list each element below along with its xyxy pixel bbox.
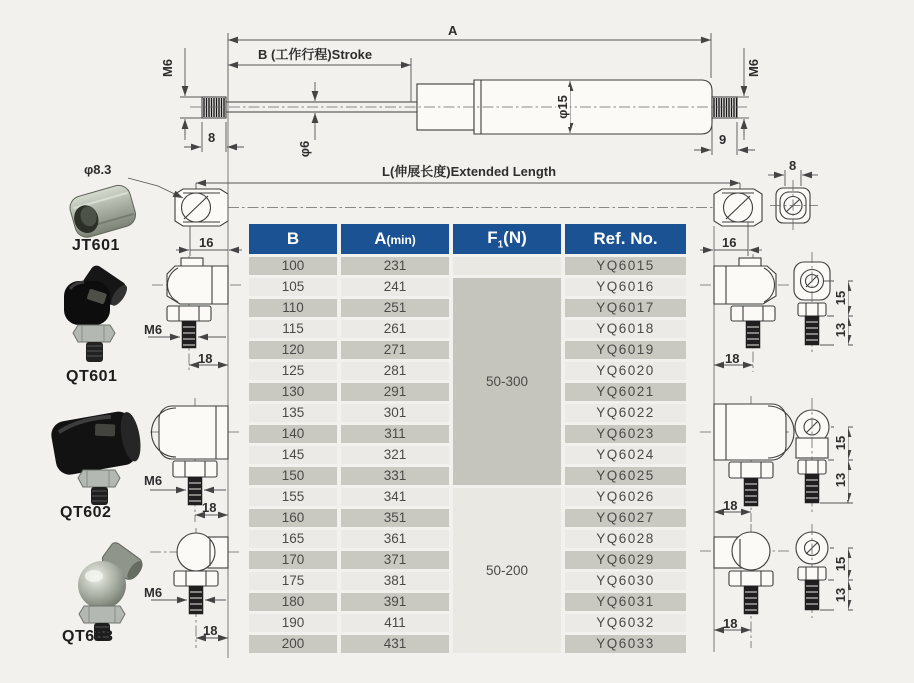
dim-15-r2: 15 xyxy=(834,423,848,463)
dim-phi83-label: φ8.3 xyxy=(84,162,112,177)
photo-qt602 xyxy=(49,409,144,505)
cell-ref-no: YQ6031 xyxy=(565,593,686,611)
dim-phi6-label: φ6 xyxy=(298,129,312,169)
cell-ref-no: YQ6021 xyxy=(565,383,686,401)
dim-extended-length-label: L(伸展长度)Extended Length xyxy=(382,164,557,179)
dim-18-left1: 18 xyxy=(198,351,213,366)
dim-m6-qt601: M6 xyxy=(144,322,163,337)
cell-a-min: 361 xyxy=(341,530,449,548)
cell-ref-no: YQ6024 xyxy=(565,446,686,464)
cell-b: 150 xyxy=(249,467,337,485)
cell-ref-no: YQ6018 xyxy=(565,320,686,338)
cell-b: 165 xyxy=(249,530,337,548)
spec-table xyxy=(245,221,690,656)
dim-18-right1: 18 xyxy=(725,351,740,366)
dim-8-endview-label: 8 xyxy=(789,158,797,173)
dim-13-r2: 13 xyxy=(834,460,848,500)
cell-b: 200 xyxy=(249,635,337,653)
thread-left xyxy=(202,97,226,118)
dim-13-r3: 13 xyxy=(834,575,848,615)
dim-18-left3: 18 xyxy=(203,623,218,638)
cell-f1-group: 50-300 xyxy=(453,278,561,485)
dim-m6-right-label: M6 xyxy=(747,48,761,88)
photo-qt603 xyxy=(78,541,146,641)
cell-b: 100 xyxy=(249,257,337,275)
cell-ref-no: YQ6022 xyxy=(565,404,686,422)
cell-ref-no: YQ6019 xyxy=(565,341,686,359)
cell-b: 140 xyxy=(249,425,337,443)
cell-a-min: 351 xyxy=(341,509,449,527)
cell-b: 110 xyxy=(249,299,337,317)
cell-a-min: 411 xyxy=(341,614,449,632)
cell-ref-no: YQ6028 xyxy=(565,530,686,548)
cell-a-min: 311 xyxy=(341,425,449,443)
table-row xyxy=(249,488,686,506)
eyelet-right xyxy=(714,189,762,226)
part-label-qt601: QT601 xyxy=(66,368,118,385)
cell-b: 155 xyxy=(249,488,337,506)
cell-b: 170 xyxy=(249,551,337,569)
dim-m6-qt603: M6 xyxy=(144,585,163,600)
cell-b: 120 xyxy=(249,341,337,359)
col-header-b: B xyxy=(249,224,337,254)
dim-phi15-label: φ15 xyxy=(556,87,570,127)
cell-f1-group xyxy=(453,257,561,275)
cell-ref-no: YQ6015 xyxy=(565,257,686,275)
dim-16-right-label: 16 xyxy=(722,235,737,250)
cell-a-min: 231 xyxy=(341,257,449,275)
table-row xyxy=(249,278,686,296)
dim-a-label: A xyxy=(448,23,458,38)
cell-f1-group: 50-200 xyxy=(453,488,561,653)
cell-b: 130 xyxy=(249,383,337,401)
cell-ref-no: YQ6016 xyxy=(565,278,686,296)
cell-a-min: 281 xyxy=(341,362,449,380)
table-row xyxy=(249,257,686,275)
dim-18-right2: 18 xyxy=(723,498,738,513)
cell-ref-no: YQ6032 xyxy=(565,614,686,632)
cell-a-min: 381 xyxy=(341,572,449,590)
cell-a-min: 431 xyxy=(341,635,449,653)
col-header-f1n: $F_1(N)$ xyxy=(453,224,561,254)
photo-jt601 xyxy=(67,183,138,240)
cell-ref-no: YQ6026 xyxy=(565,488,686,506)
col-header-a-min: A(min) xyxy=(341,224,449,254)
cell-a-min: 261 xyxy=(341,320,449,338)
cell-a-min: 371 xyxy=(341,551,449,569)
dim-16-left-label: 16 xyxy=(199,235,214,250)
cell-b: 125 xyxy=(249,362,337,380)
cell-ref-no: YQ6027 xyxy=(565,509,686,527)
cell-ref-no: YQ6020 xyxy=(565,362,686,380)
dim-b-stroke-label: B (工作行程)Stroke xyxy=(258,47,373,62)
cell-b: 160 xyxy=(249,509,337,527)
cell-ref-no: YQ6017 xyxy=(565,299,686,317)
cell-a-min: 391 xyxy=(341,593,449,611)
col-header-ref-no: Ref. No. xyxy=(565,224,686,254)
cell-b: 175 xyxy=(249,572,337,590)
cell-b: 115 xyxy=(249,320,337,338)
cell-a-min: 331 xyxy=(341,467,449,485)
cell-b: 145 xyxy=(249,446,337,464)
part-label-qt603: QT603 xyxy=(62,628,114,645)
part-label-qt602: QT602 xyxy=(60,504,112,521)
thread-right xyxy=(712,97,737,118)
dim-13-r1: 13 xyxy=(834,310,848,350)
cell-b: 190 xyxy=(249,614,337,632)
cell-a-min: 251 xyxy=(341,299,449,317)
cell-b: 135 xyxy=(249,404,337,422)
fitting-drawing-right-1 xyxy=(700,252,853,372)
dim-8-left-label: 8 xyxy=(208,130,216,145)
cell-ref-no: YQ6033 xyxy=(565,635,686,653)
cell-a-min: 301 xyxy=(341,404,449,422)
table-header-row xyxy=(249,224,686,254)
dim-18-left2: 18 xyxy=(202,500,217,515)
dim-18-right3: 18 xyxy=(723,616,738,631)
spec-table-body xyxy=(249,257,686,653)
dim-m6-qt602: M6 xyxy=(144,473,163,488)
eyelet-left xyxy=(175,189,228,226)
cell-a-min: 241 xyxy=(341,278,449,296)
dim-9-right-label: 9 xyxy=(719,132,727,147)
cell-b: 180 xyxy=(249,593,337,611)
dim-15-r3: 15 xyxy=(834,544,848,584)
cell-ref-no: YQ6025 xyxy=(565,467,686,485)
dim-m6-left-label: M6 xyxy=(161,48,175,88)
photo-qt601 xyxy=(64,263,131,362)
eyelet-end-view xyxy=(768,170,818,232)
cell-a-min: 321 xyxy=(341,446,449,464)
cell-a-min: 291 xyxy=(341,383,449,401)
cell-b: 105 xyxy=(249,278,337,296)
cell-ref-no: YQ6023 xyxy=(565,425,686,443)
cell-ref-no: YQ6030 xyxy=(565,572,686,590)
cell-a-min: 271 xyxy=(341,341,449,359)
cell-a-min: 341 xyxy=(341,488,449,506)
cell-ref-no: YQ6029 xyxy=(565,551,686,569)
part-label-jt601: JT601 xyxy=(72,237,120,254)
dim-15-r1: 15 xyxy=(834,278,848,318)
